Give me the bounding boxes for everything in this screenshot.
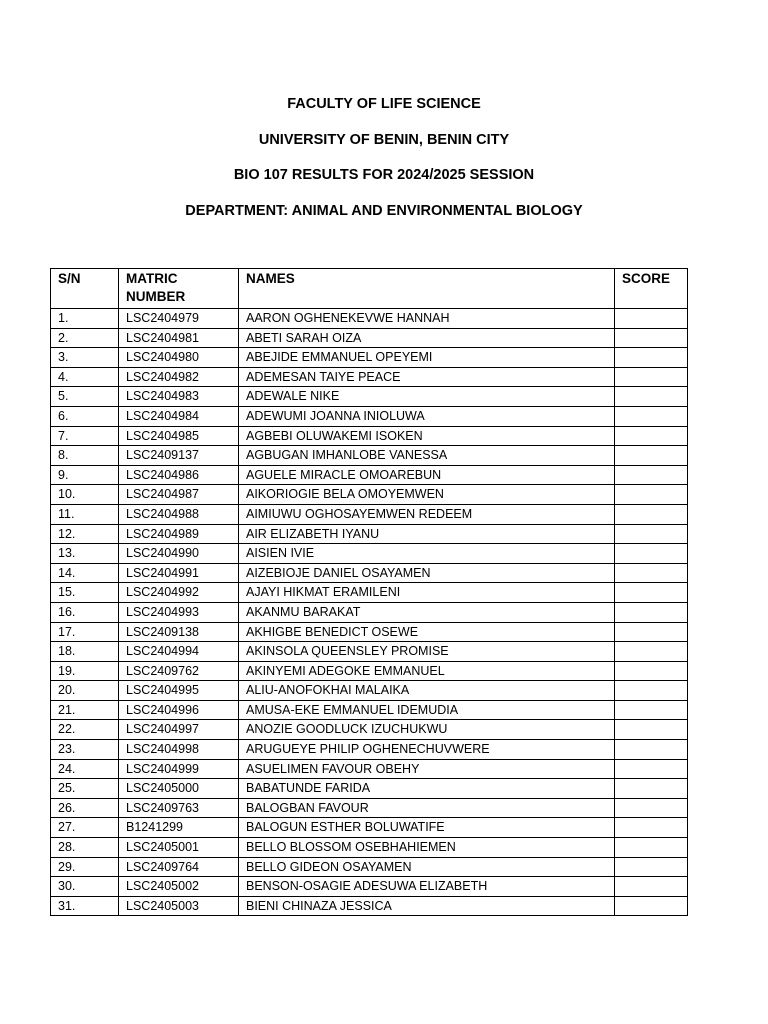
cell-matric-number: LSC2409763: [119, 798, 239, 818]
cell-score: [615, 485, 688, 505]
table-row: [51, 348, 688, 368]
cell-serial-number: 19.: [51, 661, 119, 681]
cell-matric-number: LSC2404995: [119, 681, 239, 701]
cell-matric-number: LSC2404989: [119, 524, 239, 544]
cell-student-name: ASUELIMEN FAVOUR OBEHY: [239, 759, 615, 779]
table-row: [51, 387, 688, 407]
cell-score: [615, 348, 688, 368]
cell-score: [615, 387, 688, 407]
column-header-score: SCORE: [615, 269, 688, 309]
cell-student-name: BIENI CHINAZA JESSICA: [239, 896, 615, 916]
cell-student-name: BALOGBAN FAVOUR: [239, 798, 615, 818]
cell-matric-number: LSC2404993: [119, 602, 239, 622]
table-row: [51, 426, 688, 446]
table-row: [51, 563, 688, 583]
cell-score: [615, 446, 688, 466]
cell-student-name: AIR ELIZABETH IYANU: [239, 524, 615, 544]
cell-serial-number: 1.: [51, 309, 119, 329]
cell-student-name: ADEMESAN TAIYE PEACE: [239, 367, 615, 387]
cell-matric-number: LSC2405002: [119, 877, 239, 897]
cell-matric-number: LSC2405001: [119, 838, 239, 858]
cell-matric-number: LSC2404981: [119, 328, 239, 348]
cell-matric-number: LSC2409137: [119, 446, 239, 466]
cell-matric-number: LSC2409764: [119, 857, 239, 877]
table-row: [51, 602, 688, 622]
cell-student-name: AKINSOLA QUEENSLEY PROMISE: [239, 642, 615, 662]
cell-matric-number: LSC2404982: [119, 367, 239, 387]
faculty-heading: FACULTY OF LIFE SCIENCE: [287, 96, 481, 112]
table-row: [51, 583, 688, 603]
cell-score: [615, 583, 688, 603]
table-row: [51, 524, 688, 544]
cell-serial-number: 18.: [51, 642, 119, 662]
table-row: [51, 818, 688, 838]
cell-score: [615, 524, 688, 544]
cell-score: [615, 426, 688, 446]
cell-score: [615, 622, 688, 642]
column-header-sn: S/N: [51, 269, 119, 309]
cell-serial-number: 2.: [51, 328, 119, 348]
cell-student-name: ANOZIE GOODLUCK IZUCHUKWU: [239, 720, 615, 740]
cell-serial-number: 3.: [51, 348, 119, 368]
cell-score: [615, 544, 688, 564]
cell-matric-number: LSC2405000: [119, 779, 239, 799]
cell-serial-number: 7.: [51, 426, 119, 446]
cell-student-name: ARUGUEYE PHILIP OGHENECHUVWERE: [239, 740, 615, 760]
table-row: [51, 759, 688, 779]
cell-student-name: ALIU-ANOFOKHAI MALAIKA: [239, 681, 615, 701]
cell-matric-number: LSC2404987: [119, 485, 239, 505]
column-header-matric-number: MATRIC NUMBER: [119, 269, 239, 309]
cell-student-name: AIKORIOGIE BELA OMOYEMWEN: [239, 485, 615, 505]
table-row: [51, 896, 688, 916]
cell-serial-number: 10.: [51, 485, 119, 505]
header-row: [51, 269, 688, 309]
cell-serial-number: 29.: [51, 857, 119, 877]
cell-matric-number: LSC2409762: [119, 661, 239, 681]
cell-serial-number: 8.: [51, 446, 119, 466]
cell-score: [615, 367, 688, 387]
cell-student-name: AGUELE MIRACLE OMOAREBUN: [239, 465, 615, 485]
cell-student-name: AKANMU BARAKAT: [239, 602, 615, 622]
cell-score: [615, 563, 688, 583]
cell-student-name: ABETI SARAH OIZA: [239, 328, 615, 348]
table-row: [51, 740, 688, 760]
table-row: [51, 798, 688, 818]
cell-serial-number: 25.: [51, 779, 119, 799]
cell-matric-number: LSC2404997: [119, 720, 239, 740]
cell-matric-number: LSC2404998: [119, 740, 239, 760]
cell-matric-number: LSC2404991: [119, 563, 239, 583]
table-row: [51, 328, 688, 348]
cell-serial-number: 15.: [51, 583, 119, 603]
cell-score: [615, 896, 688, 916]
table-row: [51, 720, 688, 740]
cell-score: [615, 406, 688, 426]
cell-student-name: AKINYEMI ADEGOKE EMMANUEL: [239, 661, 615, 681]
cell-score: [615, 798, 688, 818]
university-heading: UNIVERSITY OF BENIN, BENIN CITY: [258, 131, 510, 148]
table-row: [51, 465, 688, 485]
cell-serial-number: 21.: [51, 700, 119, 720]
table-row: [51, 681, 688, 701]
cell-student-name: ABEJIDE EMMANUEL OPEYEMI: [239, 348, 615, 368]
cell-student-name: AMUSA-EKE EMMANUEL IDEMUDIA: [239, 700, 615, 720]
cell-serial-number: 11.: [51, 504, 119, 524]
table-row: [51, 485, 688, 505]
table-row: [51, 544, 688, 564]
cell-serial-number: 31.: [51, 896, 119, 916]
cell-score: [615, 759, 688, 779]
table-row: [51, 309, 688, 329]
cell-serial-number: 12.: [51, 524, 119, 544]
department-heading: DEPARTMENT: ANIMAL AND ENVIRONMENTAL BIOLOGY: [185, 202, 583, 219]
table-row: [51, 661, 688, 681]
table-row: [51, 857, 688, 877]
cell-student-name: BELLO BLOSSOM OSEBHAHIEMEN: [239, 838, 615, 858]
cell-serial-number: 9.: [51, 465, 119, 485]
cell-student-name: AJAYI HIKMAT ERAMILENI: [239, 583, 615, 603]
cell-score: [615, 700, 688, 720]
cell-matric-number: B1241299: [119, 818, 239, 838]
cell-score: [615, 720, 688, 740]
cell-serial-number: 24.: [51, 759, 119, 779]
document-header: [0, 95, 768, 237]
cell-score: [615, 642, 688, 662]
cell-matric-number: LSC2404984: [119, 406, 239, 426]
cell-serial-number: 13.: [51, 544, 119, 564]
cell-score: [615, 661, 688, 681]
cell-student-name: ADEWUMI JOANNA INIOLUWA: [239, 406, 615, 426]
cell-matric-number: LSC2404996: [119, 700, 239, 720]
table-row: [51, 367, 688, 387]
table-row: [51, 877, 688, 897]
cell-score: [615, 740, 688, 760]
cell-student-name: BABATUNDE FARIDA: [239, 779, 615, 799]
cell-serial-number: 4.: [51, 367, 119, 387]
cell-serial-number: 27.: [51, 818, 119, 838]
results-table-header: [51, 269, 688, 309]
cell-serial-number: 17.: [51, 622, 119, 642]
cell-matric-number: LSC2404986: [119, 465, 239, 485]
cell-serial-number: 16.: [51, 602, 119, 622]
cell-student-name: BENSON-OSAGIE ADESUWA ELIZABETH: [239, 877, 615, 897]
cell-matric-number: LSC2404992: [119, 583, 239, 603]
cell-matric-number: LSC2404999: [119, 759, 239, 779]
table-row: [51, 406, 688, 426]
cell-matric-number: LSC2404990: [119, 544, 239, 564]
cell-serial-number: 30.: [51, 877, 119, 897]
table-row: [51, 446, 688, 466]
cell-score: [615, 838, 688, 858]
cell-score: [615, 877, 688, 897]
cell-score: [615, 818, 688, 838]
cell-matric-number: LSC2404980: [119, 348, 239, 368]
course-results-heading: BIO 107 RESULTS FOR 2024/2025 SESSION: [233, 167, 535, 183]
cell-student-name: AGBUGAN IMHANLOBE VANESSA: [239, 446, 615, 466]
cell-score: [615, 504, 688, 524]
table-row: [51, 838, 688, 858]
cell-score: [615, 602, 688, 622]
cell-matric-number: LSC2409138: [119, 622, 239, 642]
results-table-body: [51, 309, 688, 916]
cell-student-name: AKHIGBE BENEDICT OSEWE: [239, 622, 615, 642]
cell-student-name: BELLO GIDEON OSAYAMEN: [239, 857, 615, 877]
cell-student-name: AISIEN IVIE: [239, 544, 615, 564]
cell-serial-number: 20.: [51, 681, 119, 701]
cell-matric-number: LSC2404985: [119, 426, 239, 446]
cell-score: [615, 857, 688, 877]
cell-student-name: AIMIUWU OGHOSAYEMWEN REDEEM: [239, 504, 615, 524]
cell-matric-number: LSC2404979: [119, 309, 239, 329]
table-row: [51, 504, 688, 524]
cell-serial-number: 6.: [51, 406, 119, 426]
cell-student-name: AGBEBI OLUWAKEMI ISOKEN: [239, 426, 615, 446]
cell-score: [615, 465, 688, 485]
cell-score: [615, 328, 688, 348]
cell-score: [615, 681, 688, 701]
cell-matric-number: LSC2405003: [119, 896, 239, 916]
cell-student-name: BALOGUN ESTHER BOLUWATIFE: [239, 818, 615, 838]
table-row: [51, 779, 688, 799]
cell-serial-number: 22.: [51, 720, 119, 740]
results-table: [50, 268, 688, 916]
cell-serial-number: 26.: [51, 798, 119, 818]
cell-matric-number: LSC2404988: [119, 504, 239, 524]
cell-matric-number: LSC2404994: [119, 642, 239, 662]
cell-matric-number: LSC2404983: [119, 387, 239, 407]
cell-score: [615, 309, 688, 329]
cell-serial-number: 5.: [51, 387, 119, 407]
cell-serial-number: 14.: [51, 563, 119, 583]
table-row: [51, 622, 688, 642]
column-header-names: NAMES: [239, 269, 615, 309]
table-row: [51, 700, 688, 720]
table-row: [51, 642, 688, 662]
cell-serial-number: 23.: [51, 740, 119, 760]
cell-student-name: AIZEBIOJE DANIEL OSAYAMEN: [239, 563, 615, 583]
cell-student-name: ADEWALE NIKE: [239, 387, 615, 407]
cell-student-name: AARON OGHENEKEVWE HANNAH: [239, 309, 615, 329]
cell-score: [615, 779, 688, 799]
cell-serial-number: 28.: [51, 838, 119, 858]
